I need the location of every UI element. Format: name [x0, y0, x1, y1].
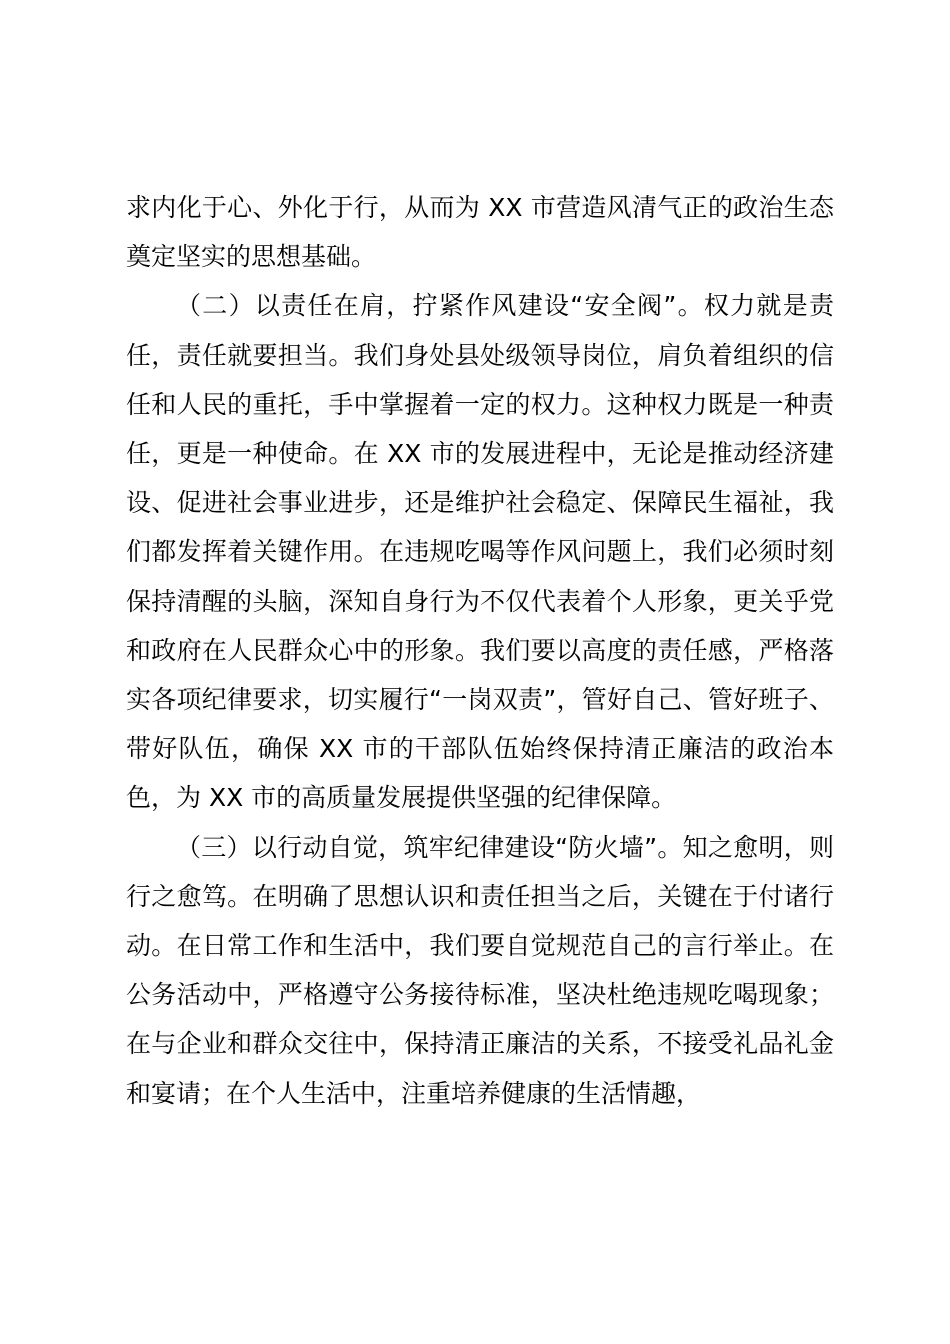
- paragraph-section-two: （二）以责任在肩，拧紧作风建设“安全阀”。权力就是责任，责任就要担当。我们身处县处级领导岗位，肩负着组织的信任和人民的重托，手中掌握着一定的权力。这种权力既是一种责任，更是一种使命。在 XX 市的发展进程中，无论是推动经济建设、促进社会事业进步，还是维护社会稳定、保障民生福祉，我们都发挥着关键作用。在违规吃喝等作风问题上，我们必须时刻保持清醒的头脑，深知自身行为不仅代表着个人形象，更关乎党和政府在人民群众心中的形象。我们要以高度的责任感，严格落实各项纪律要求，切实履行“一岗双责”，管好自己、管好班子、带好队伍，确保 XX 市的干部队伍始终保持清正廉洁的政治本色，为 XX 市的高质量发展提供坚强的纪律保障。: [126, 291, 834, 813]
- paragraph-section-three: （三）以行动自觉，筑牢纪律建设“防火墙”。知之愈明，则行之愈笃。在明确了思想认识和责任担当之后，关键在于付诸行动。在日常工作和生活中，我们要自觉规范自己的言行举止。在公务活动中，严格遵守公务接待标准，坚决杜绝违规吃喝现象；在与企业和群众交往中，保持清正廉洁的关系，不接受礼品礼金和宴请；在个人生活中，注重培养健康的生活情趣，: [126, 832, 834, 1108]
- paragraph-continuation: 求内化于心、外化于行，从而为 XX 市营造风清气正的政治生态奠定坚实的思想基础。: [126, 193, 834, 272]
- document-body: [126, 183, 834, 1118]
